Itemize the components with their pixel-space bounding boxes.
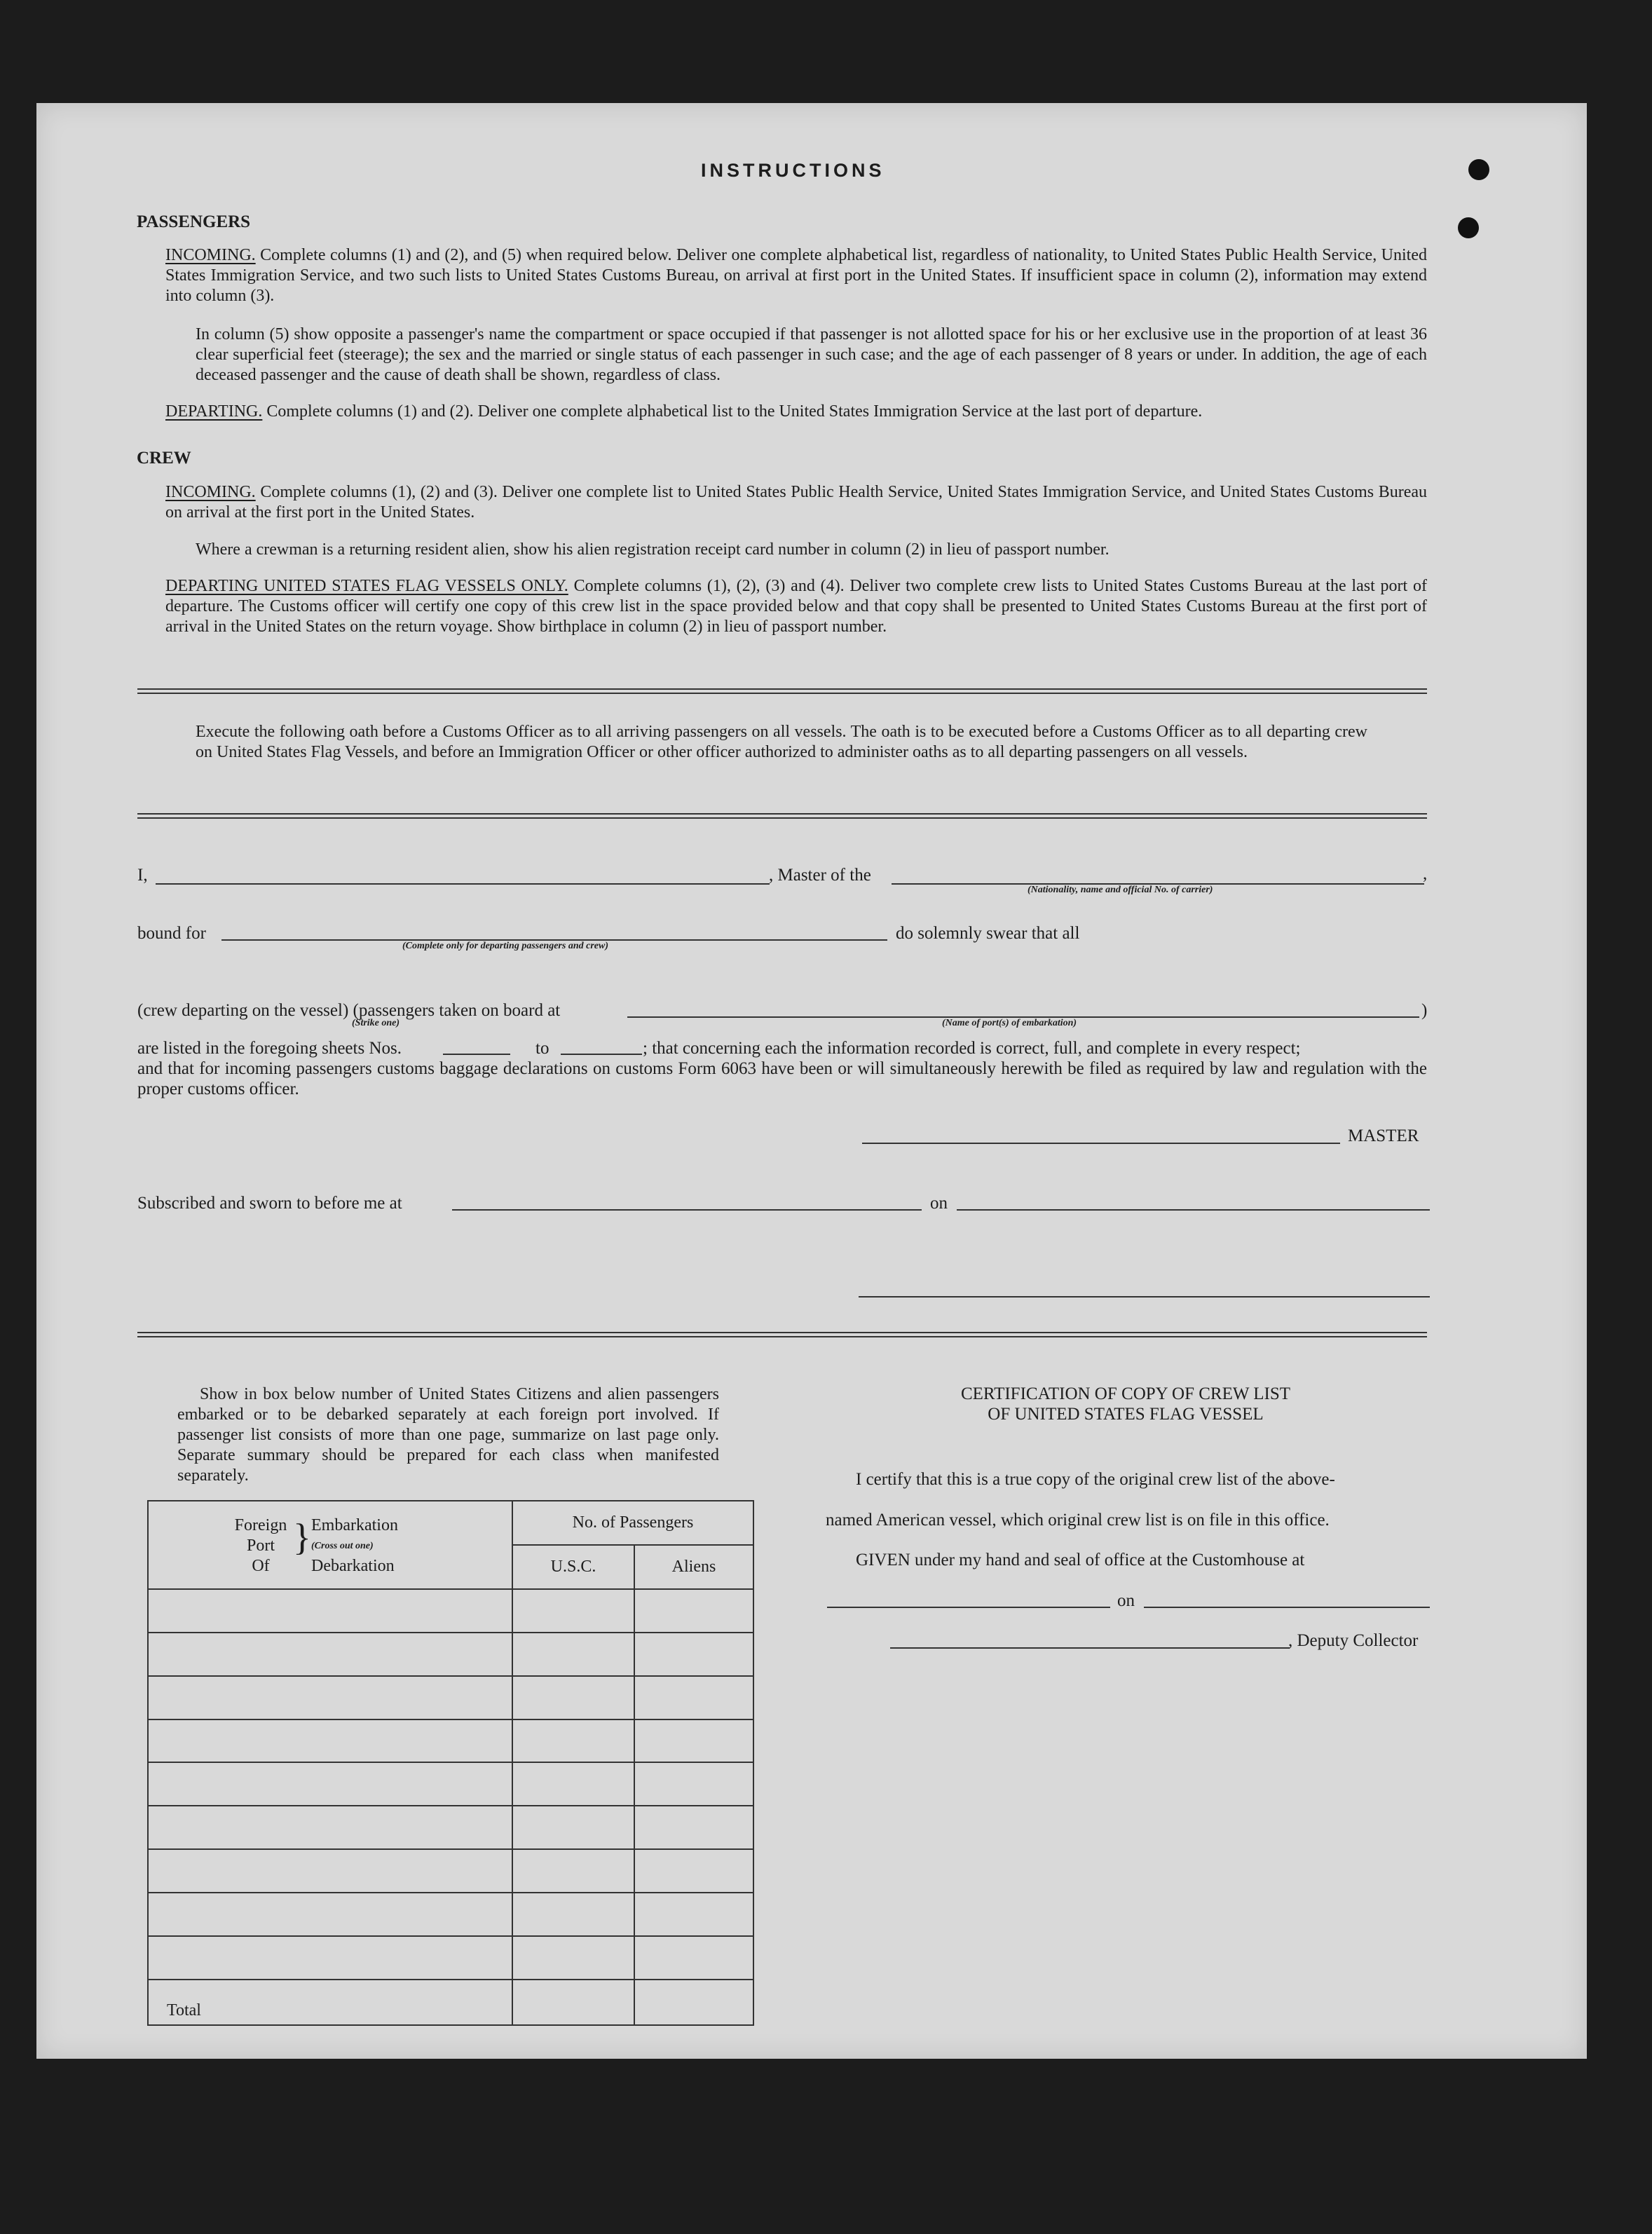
passengers-column5-paragraph: In column (5) show opposite a passenger's name the compartment or space occupied if that passenger is not allotted space for his or her exclusive use in the proportion of at least 36 clear superficial feet (steerage); the sex and the married or single status of each passenger in such case; and the age of each passenger of 8 years or under. In addition, the age of each deceased passenger and the cause of death shall be shown, regardless of class.: [196, 325, 1427, 384]
subscribed-label: Subscribed and sworn to before me at: [137, 1194, 402, 1213]
oath-concerning: ; that concerning each the information recorded is correct, full, and complete in every respect;: [643, 1039, 1301, 1058]
port-cell[interactable]: [148, 1719, 512, 1763]
no-of-passengers-header: No. of Passengers: [512, 1501, 753, 1545]
embarkation-label: Embarkation: [311, 1516, 398, 1534]
passengers-departing-paragraph: [165, 402, 1427, 422]
oath-bound-for: bound for: [137, 924, 206, 943]
foreign-label: Foreign: [234, 1516, 287, 1534]
port-header-cell: [148, 1501, 512, 1589]
table-row: [148, 1676, 753, 1719]
double-rule-3: [137, 1332, 1427, 1337]
total-row: [148, 1980, 753, 2025]
certification-title-line1: CERTIFICATION OF COPY OF CREW LIST: [960, 1384, 1291, 1403]
usc-cell[interactable]: [512, 1676, 634, 1719]
certification-title-line2: OF UNITED STATES FLAG VESSEL: [988, 1405, 1264, 1424]
port-cell[interactable]: [148, 1936, 512, 1980]
sworn-date-field[interactable]: [957, 1209, 1430, 1211]
crew-incoming-paragraph: [165, 482, 1427, 523]
oath-swear: do solemnly swear that all: [896, 924, 1080, 943]
aliens-cell[interactable]: [634, 1719, 753, 1763]
passengers-incoming-text: Complete columns (1) and (2), and (5) when required below. Deliver one complete alphabetical list, regardless of nationality, to United States Public Health Service, United States Immigration Service, and two such lists to United States Customs Bureau, on arrival at first port in the United States. If insufficient space in column (2), information may extend into column (3).: [165, 246, 1428, 305]
debarkation-label: Debarkation: [311, 1556, 395, 1575]
port-label: Port: [246, 1536, 275, 1555]
oath-to: to: [535, 1039, 549, 1058]
master-name-field[interactable]: [156, 883, 770, 885]
aliens-cell[interactable]: [634, 1893, 753, 1936]
complete-only-note: (Complete only for departing passengers and crew): [402, 941, 608, 951]
total-label: Total: [148, 1980, 512, 2025]
oath-master-of-the: , Master of the: [769, 866, 871, 885]
punch-hole-bottom: [1458, 217, 1479, 238]
oath-i-label: I,: [137, 866, 148, 885]
master-label: MASTER: [1348, 1126, 1419, 1145]
port-cell[interactable]: [148, 1806, 512, 1849]
usc-cell[interactable]: [512, 1806, 634, 1849]
oath-intro: Execute the following oath before a Customs Officer as to all arriving passengers on all vessels. The oath is to be executed before a Customs Officer as to all departing crew on United States Flag Vessels, and before an Immigration Officer or other officer authorized to administer oaths as to all departing passengers on all vessels.: [196, 723, 1367, 761]
deputy-signature-field[interactable]: [890, 1647, 1290, 1649]
of-label: Of: [252, 1556, 270, 1575]
certification-line3: GIVEN under my hand and seal of office at the Customhouse at: [856, 1551, 1305, 1569]
usc-cell[interactable]: [512, 1719, 634, 1763]
sworn-place-field[interactable]: [452, 1209, 922, 1211]
crew-heading: CREW: [137, 449, 191, 468]
usc-total-cell[interactable]: [512, 1980, 634, 2025]
usc-cell[interactable]: [512, 1589, 634, 1633]
passengers-heading: PASSENGERS: [137, 212, 251, 231]
sworn-on-label: on: [930, 1194, 948, 1213]
oath-crew-departing: (crew departing on the vessel) (passengers taken on board at: [137, 1001, 561, 1020]
aliens-cell[interactable]: [634, 1806, 753, 1849]
usc-cell[interactable]: [512, 1633, 634, 1676]
master-signature-field[interactable]: [862, 1143, 1340, 1144]
summary-instructions: Show in box below number of United States Citizens and alien passengers embarked or to be debarked separately at each foreign port involved. If passenger list consists of more than one page, summarize on last page only. Separate summary should be prepared for each class when manifested separately.: [177, 1385, 719, 1485]
certification-on-label: on: [1117, 1591, 1135, 1610]
usc-cell[interactable]: [512, 1849, 634, 1893]
sheet-to-field[interactable]: [561, 1054, 642, 1055]
table-row: [148, 1936, 753, 1980]
nationality-note: (Nationality, name and official No. of carrier): [1028, 885, 1213, 895]
crew-departing-paragraph: [165, 576, 1427, 637]
oath-listed-in: are listed in the foregoing sheets Nos.: [137, 1039, 402, 1058]
aliens-cell[interactable]: [634, 1762, 753, 1806]
certification-date-field[interactable]: [1144, 1607, 1430, 1608]
crew-departing-label: DEPARTING UNITED STATES FLAG VESSELS ONLY.: [165, 577, 568, 595]
double-rule-1: [137, 688, 1427, 694]
table-row: [148, 1589, 753, 1633]
page-title: INSTRUCTIONS: [701, 160, 885, 181]
officer-signature-field[interactable]: [859, 1296, 1430, 1298]
punch-hole-top: [1468, 159, 1489, 180]
crew-departing-text: Complete columns (1), (2), (3) and (4). Deliver two complete crew lists to United States Customs Bureau at the last port of departure. The Customs officer will certify one copy of this crew list in the space provided below and that copy shall be presented to United States Customs Bureau at the first port of arrival in the United States on the return voyage. Show birthplace in column (2) in lieu of passport number.: [165, 577, 1427, 636]
crew-resident-paragraph: Where a crewman is a returning resident alien, show his alien registration receipt card number in column (2) in lieu of passport number.: [196, 540, 1110, 559]
aliens-cell[interactable]: [634, 1589, 753, 1633]
usc-cell[interactable]: [512, 1762, 634, 1806]
oath-closing-paren: ): [1421, 1001, 1428, 1020]
aliens-cell[interactable]: [634, 1676, 753, 1719]
passengers-departing-text: Complete columns (1) and (2). Deliver one complete alphabetical list to the United States Immigration Service at the last port of departure.: [266, 402, 1203, 421]
oath-continuation: and that for incoming passengers customs baggage declarations on customs Form 6063 have been or will simultaneously herewith be filed as required by law and regulation with the proper customs officer.: [137, 1059, 1427, 1098]
crew-incoming-label: INCOMING.: [165, 483, 256, 501]
port-cell[interactable]: [148, 1589, 512, 1633]
table-row: [148, 1806, 753, 1849]
port-cell[interactable]: [148, 1893, 512, 1936]
aliens-cell[interactable]: [634, 1936, 753, 1980]
sheet-from-field[interactable]: [443, 1054, 510, 1055]
table-row: [148, 1719, 753, 1763]
passenger-summary-table: [147, 1500, 754, 2026]
table-row: [148, 1849, 753, 1893]
cross-out-note: (Cross out one): [311, 1540, 374, 1551]
table-row: [148, 1762, 753, 1806]
double-rule-2: [137, 813, 1427, 819]
aliens-total-cell[interactable]: [634, 1980, 753, 2025]
aliens-header: Aliens: [634, 1545, 753, 1589]
port-cell[interactable]: [148, 1676, 512, 1719]
port-note: (Name of port(s) of embarkation): [942, 1018, 1077, 1028]
certification-line2: named American vessel, which original crew list is on file in this office.: [826, 1511, 1330, 1530]
passengers-departing-label: DEPARTING.: [165, 402, 263, 421]
usc-cell[interactable]: [512, 1893, 634, 1936]
port-cell[interactable]: [148, 1633, 512, 1676]
oath-trailing-comma: ,: [1423, 864, 1428, 883]
table-row: [148, 1633, 753, 1676]
crew-incoming-text: Complete columns (1), (2) and (3). Deliver one complete list to United States Public Health Service, United States Immigration Service, and United States Customs Bureau on arrival at the first port in the United States.: [165, 483, 1427, 522]
port-cell[interactable]: [148, 1849, 512, 1893]
customhouse-field[interactable]: [827, 1607, 1110, 1608]
strike-one-note: (Strike one): [352, 1018, 400, 1028]
aliens-cell[interactable]: [634, 1849, 753, 1893]
deputy-collector-label: , Deputy Collector: [1288, 1631, 1419, 1650]
usc-header: U.S.C.: [512, 1545, 634, 1589]
usc-cell[interactable]: [512, 1936, 634, 1980]
passengers-incoming-label: INCOMING.: [165, 246, 256, 264]
certification-line1: I certify that this is a true copy of the original crew list of the above-: [856, 1470, 1335, 1489]
aliens-cell[interactable]: [634, 1633, 753, 1676]
table-row: [148, 1893, 753, 1936]
brace-glyph: }: [293, 1516, 311, 1558]
port-cell[interactable]: [148, 1762, 512, 1806]
passengers-incoming-paragraph: [165, 245, 1427, 306]
